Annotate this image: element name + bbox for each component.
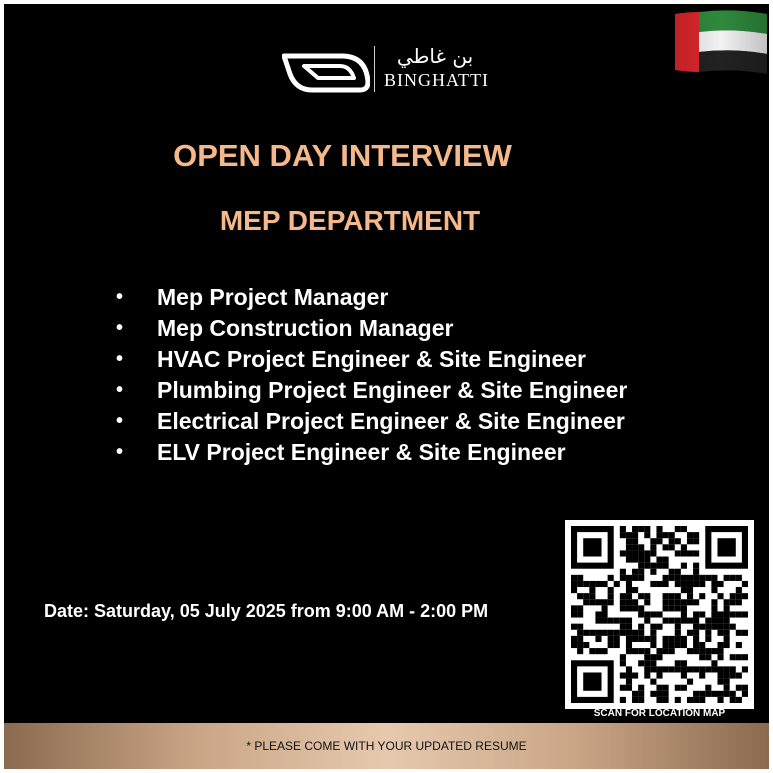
footer-banner — [4, 723, 769, 769]
event-date: Date: Saturday, 05 July 2025 from 9:00 AM - 2:00 PM — [44, 601, 489, 621]
brand-arabic-name: بن غاطي — [396, 44, 474, 68]
binghatti-logo-mark-icon — [282, 48, 370, 94]
role-label: Plumbing Project Engineer & Site Engineer — [157, 377, 628, 403]
bullet: • — [116, 379, 124, 401]
headline: OPEN DAY INTERVIEW — [173, 138, 512, 173]
role-label: Mep Project Manager — [157, 284, 389, 310]
department-title: MEP DEPARTMENT — [219, 205, 481, 236]
logo-divider — [374, 46, 375, 92]
qr-caption: SCAN FOR LOCATION MAP — [593, 708, 726, 719]
role-label: Electrical Project Engineer & Site Engineer — [157, 408, 625, 434]
role-label: HVAC Project Engineer & Site Engineer — [157, 346, 587, 372]
bullet: • — [116, 441, 124, 463]
role-label: ELV Project Engineer & Site Engineer — [157, 439, 566, 465]
bullet: • — [116, 410, 124, 432]
qr-code-icon — [571, 526, 748, 703]
bullet: • — [116, 348, 124, 370]
bullet: • — [116, 286, 124, 308]
bullet: • — [116, 317, 124, 339]
uae-flag-icon — [675, 8, 767, 74]
brand-latin-name: BINGHATTI — [384, 70, 489, 90]
brand-logo — [282, 44, 497, 96]
location-qr-code[interactable] — [565, 520, 754, 709]
footer-note: * PLEASE COME WITH YOUR UPDATED RESUME — [246, 739, 527, 753]
role-label: Mep Construction Manager — [157, 315, 454, 341]
